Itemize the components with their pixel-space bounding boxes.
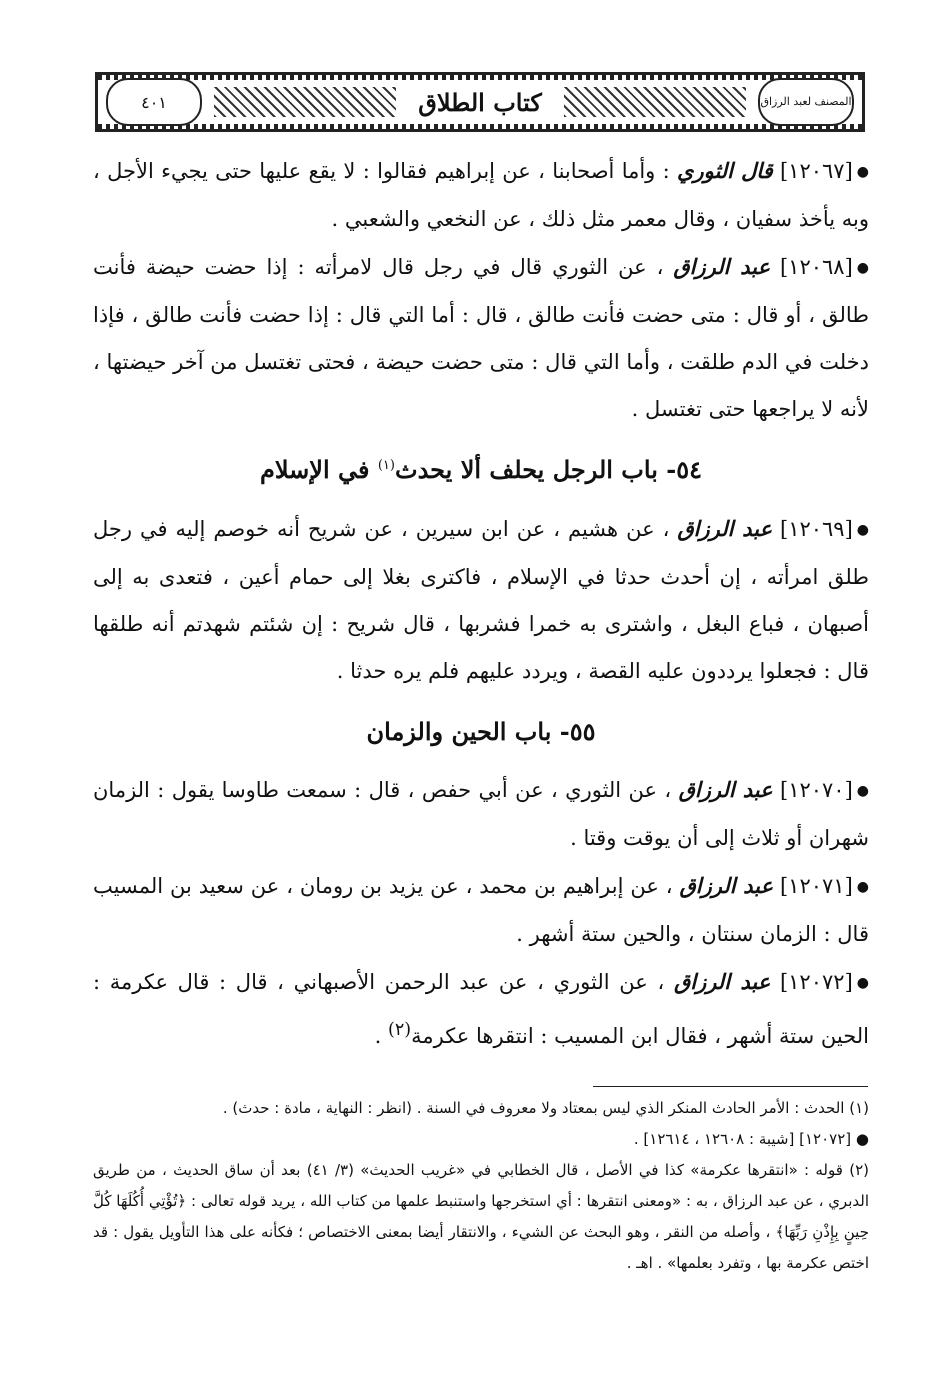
running-header-title: كتاب الطلاق <box>400 88 560 117</box>
hadith-entry: ●[١٢٠٧٠] عبد الرزاق ، عن الثوري ، عن أبي حفص ، قال : سمعت طاوسا يقول : الزمان شهران أو ثلاث إلى أن يوقت وقتا . <box>93 766 869 862</box>
page-header <box>95 72 865 132</box>
page-number: ٤٠١ <box>106 78 202 126</box>
bullet-icon: ● <box>856 975 869 991</box>
header-ornament <box>564 87 746 117</box>
footnote-2: (٢) قوله : «انتقرها عكرمة» كذا في الأصل ، قال الخطابي في «غريب الحديث» (٣/ ٤١) بعد أن ساق الحديث ، من طريق الدبري ، عن عبد الرزاق ، به : «ومعنى انتقرها : أي استخرجها واستنبط علمها من كتاب الله ، يريد قوله تعالى : ﴿تُؤْتِي أُكُلَهَا كُلَّ حِينٍ بِإِذْنِ رَبِّهَا﴾ ، وأصله من النقر ، وهو البحث عن الشيء ، والانتقار أيضا بمعنى الاختصاص ؛ فكأنه على هذا التأويل يقول : قد اختص عكرمة بها ، وتفرد بعلمها» . اهـ . <box>93 1161 869 1272</box>
text-block-2 <box>93 505 869 695</box>
footnote-separator <box>593 1086 868 1087</box>
hadith-entry: ●[١٢٠٧١] عبد الرزاق ، عن إبراهيم بن محمد ، عن يزيد بن رومان ، عن سعيد بن المسيب قال : الزمان سنتان ، والحين ستة أشهر . <box>93 862 869 958</box>
bullet-icon: ● <box>856 522 870 538</box>
chapter-heading-54: ٥٤- باب الرجل يحلف ألا يحدث$^{(١)}$ في الإسلام <box>259 455 702 484</box>
book-seal: المصنف لعبد الرزاق <box>758 78 854 126</box>
footnote-1: (١) الحدث : الأمر الحادث المنكر الذي ليس بمعتاد ولا معروف في السنة . (انظر : النهاية ، مادة : حدث) . <box>222 1099 869 1117</box>
text-block-3 <box>93 766 869 1060</box>
header-ornament <box>214 87 396 117</box>
hadith-entry: ●[١٢٠٦٧] قال الثوري : وأما أصحابنا ، عن إبراهيم فقالوا : لا يقع عليها حتى يجيء الأجل ، وبه يأخذ سفيان ، وقال معمر مثل ذلك ، عن النخعي والشعبي . <box>93 147 869 243</box>
hadith-entry: ●[١٢٠٧٢] عبد الرزاق ، عن الثوري ، عن عبد الرحمن الأصبهاني ، قال : قال عكرمة : الحين ستة أشهر ، فقال ابن المسيب : انتقرها عكرمة$^{(٢)}$ . <box>93 958 869 1060</box>
bullet-icon: ● <box>856 783 870 799</box>
hadith-entry: ●[١٢٠٦٨] عبد الرزاق ، عن الثوري قال في رجل قال لامرأته : إذا حضت حيضة فأنت طالق ، أو قال : متى حضت فأنت طالق ، قال : أما التي قال : إذا حضت فأنت طالق ، فإذا دخلت في الدم طلقت ، وأما التي قال : متى حضت حيضة ، فحتى تغتسل من آخر حيضتها ، لأنه لا يراجعها حتى تغتسل . <box>93 243 869 433</box>
footnote-ref: ● [١٢٠٧٢] [شيبة : ١٢٦٠٨ ، ١٢٦١٤] . <box>633 1130 869 1148</box>
bullet-icon: ● <box>856 260 869 276</box>
text-block-1 <box>93 147 869 433</box>
footnotes <box>93 1093 869 1279</box>
bullet-icon: ● <box>856 879 869 895</box>
hadith-entry: ●[١٢٠٦٩] عبد الرزاق ، عن هشيم ، عن ابن سيرين ، عن شريح أنه خوصم إليه في رجل طلق امرأته ، إن أحدث حدثا في الإسلام ، فاكترى بغلا إلى حمام أعين ، فتعدى به إلى أصبهان ، فباع البغل ، واشترى به خمرا فشربها ، قال شريح : إن شئتم شهدتم أنه طلقها قال : فجعلوا يرددون عليه القصة ، ويردد عليهم فلم يره حدثا . <box>93 505 869 695</box>
bullet-icon: ● <box>856 164 869 180</box>
chapter-heading-55: ٥٥- باب الحين والزمان <box>366 717 596 746</box>
